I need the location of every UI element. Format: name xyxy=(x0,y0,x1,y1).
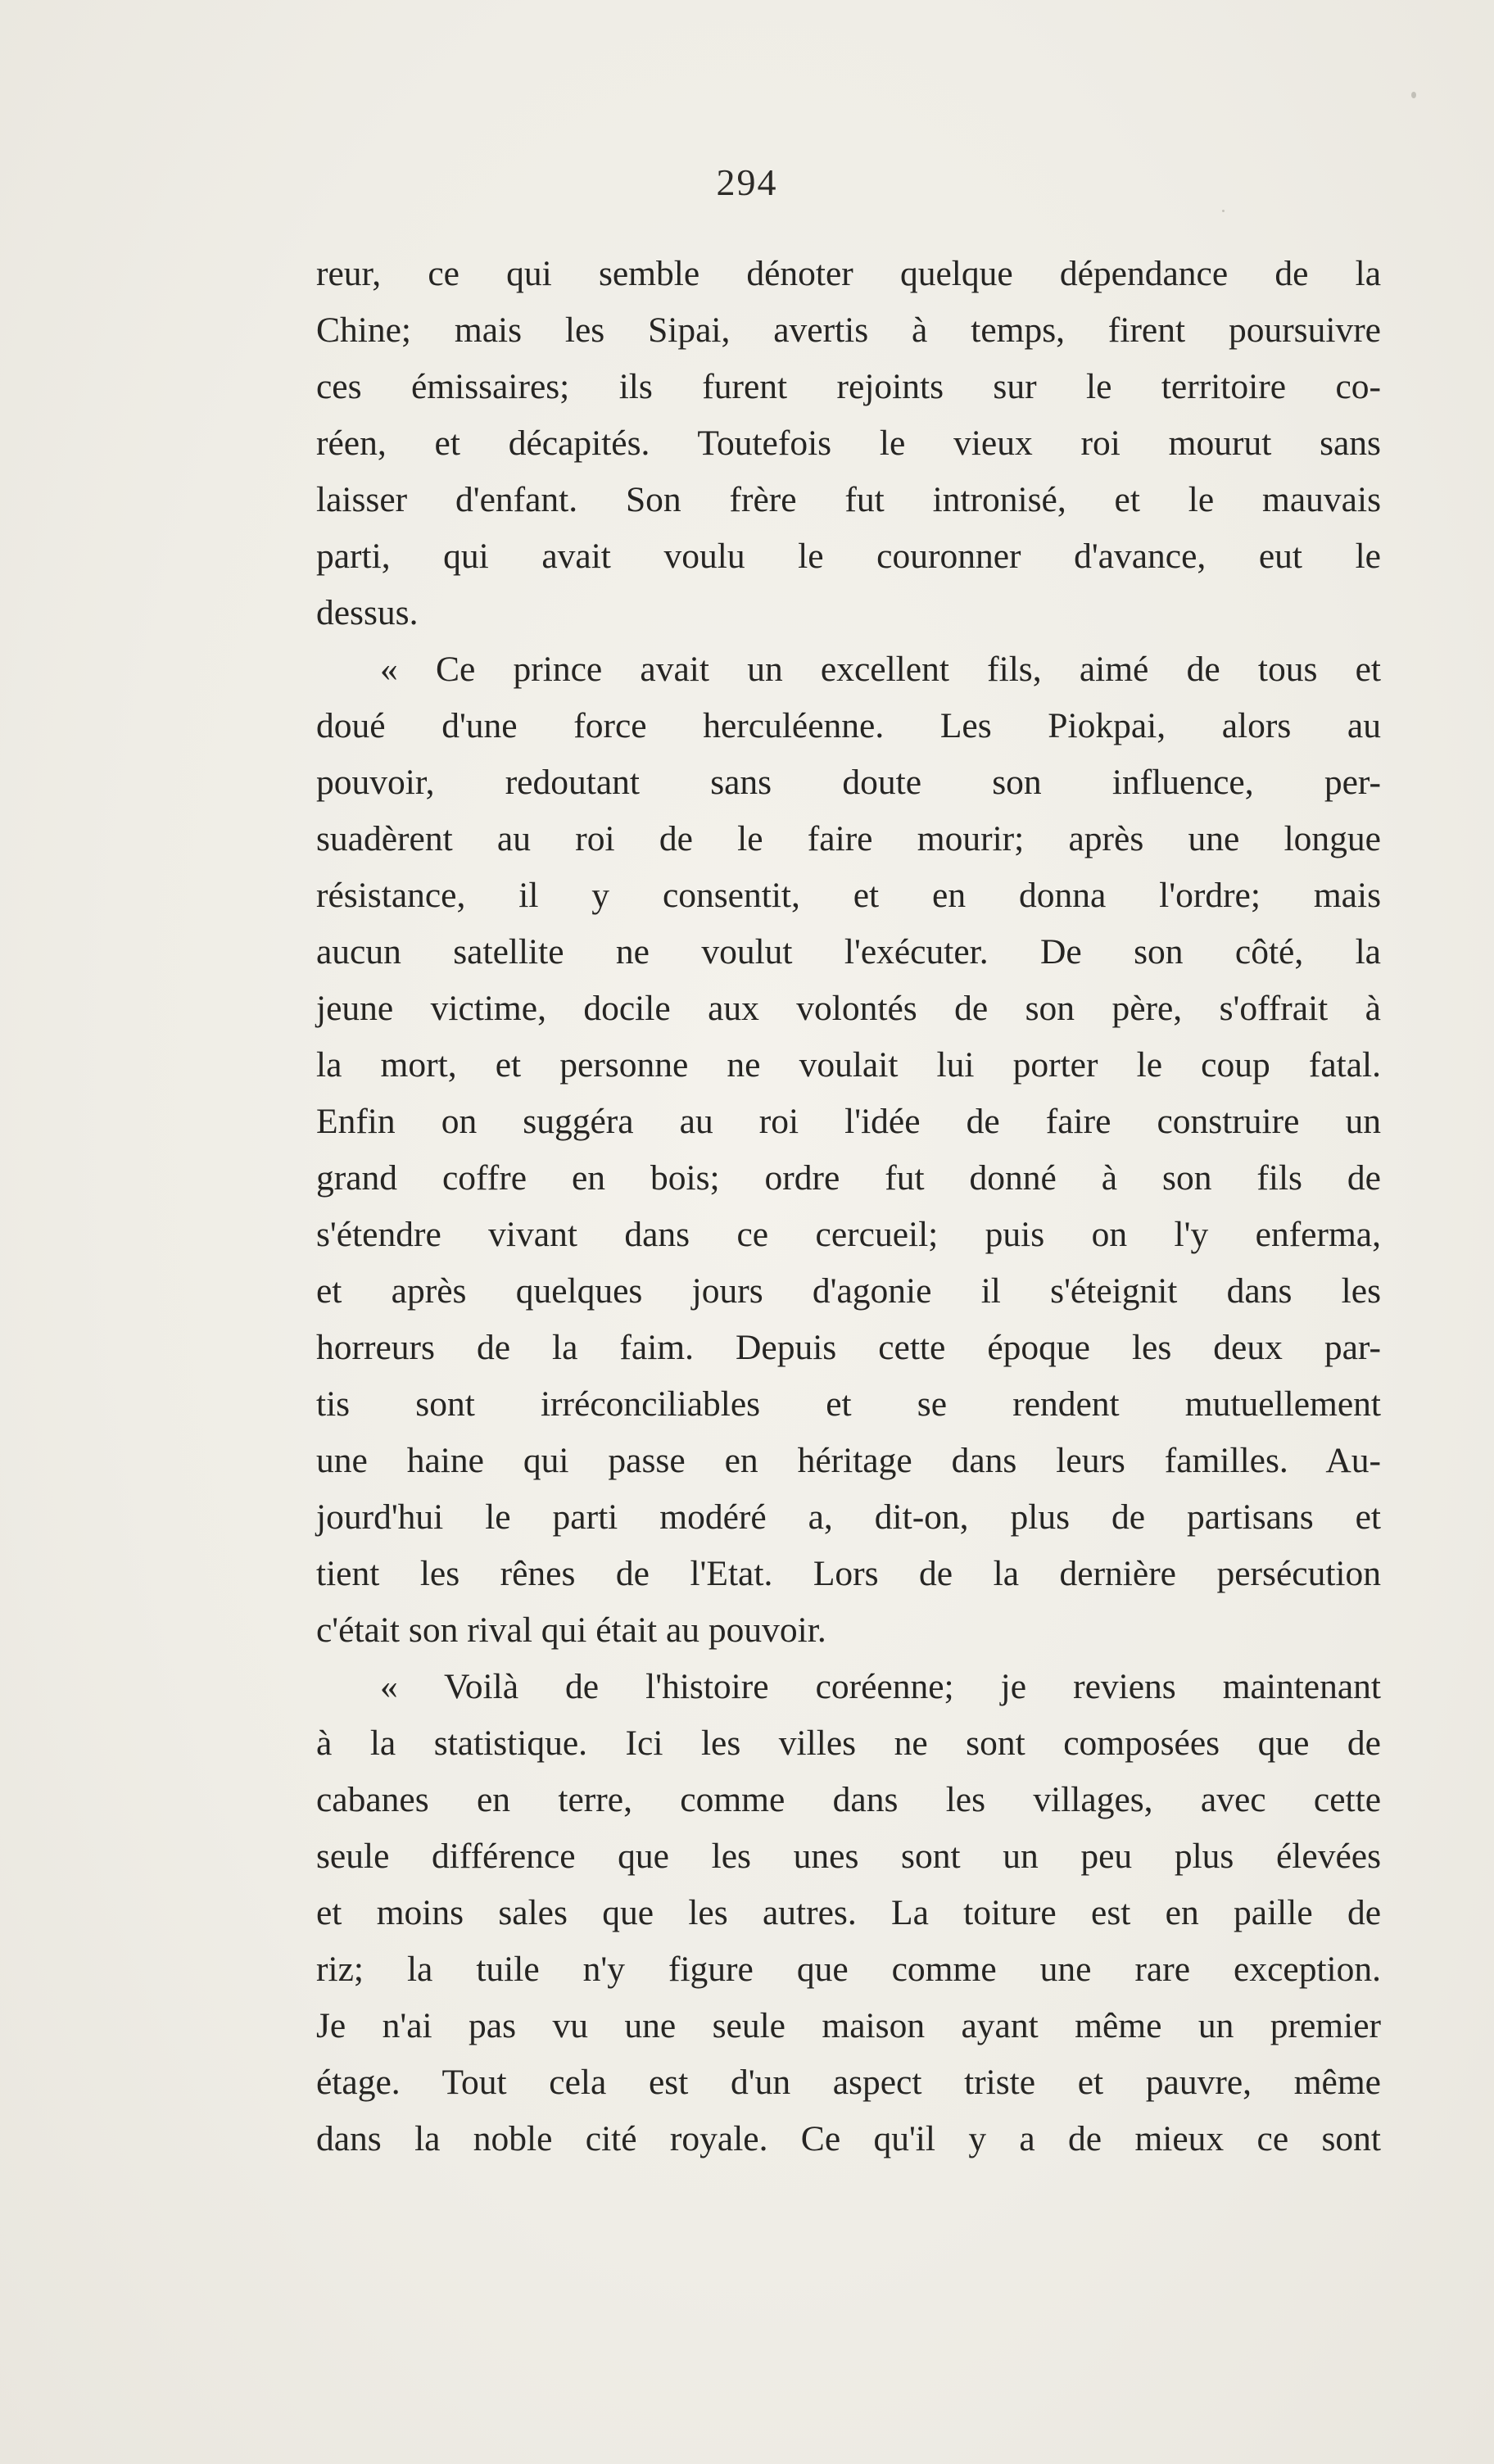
text-line: c'était son rival qui était au pouvoir. xyxy=(316,1610,826,1650)
paper-speck xyxy=(1411,92,1416,98)
text-line: tis sont irréconciliables et se rendent mutuellement xyxy=(316,1384,1381,1424)
text-line: reur, ce qui semble dénoter quelque dépendance de la xyxy=(316,254,1381,293)
text-line: Je n'ai pas vu une seule maison ayant même un premier xyxy=(316,2006,1381,2045)
text-line: grand coffre en bois; ordre fut donné à son fils de xyxy=(316,1158,1381,1198)
text-line: suadèrent au roi de le faire mourir; après une longue xyxy=(316,819,1381,858)
text-line: Enfin on suggéra au roi l'idée de faire construire un xyxy=(316,1102,1381,1141)
text-line: étage. Tout cela est d'un aspect triste et pauvre, même xyxy=(316,2063,1381,2102)
text-line: tient les rênes de l'Etat. Lors de la dernière persécution xyxy=(316,1554,1381,1593)
text-line: dans la noble cité royale. Ce qu'il y a de mieux ce sont xyxy=(316,2119,1381,2158)
text-line: doué d'une force herculéenne. Les Piokpai, alors au xyxy=(316,706,1381,745)
body-text xyxy=(316,246,1381,2167)
text-line: seule différence que les unes sont un peu plus élevées xyxy=(316,1837,1381,1876)
text-line: et après quelques jours d'agonie il s'éteignit dans les xyxy=(316,1271,1381,1311)
paragraph-start-line: « Voilà de l'histoire coréenne; je reviens maintenant xyxy=(380,1667,1381,1706)
text-line: ces émissaires; ils furent rejoints sur le territoire co- xyxy=(316,367,1381,406)
text-line: riz; la tuile n'y figure que comme une rare exception. xyxy=(316,1950,1381,1989)
text-line: pouvoir, redoutant sans doute son influence, per- xyxy=(316,763,1381,802)
text-line: aucun satellite ne voulut l'exécuter. De son côté, la xyxy=(316,932,1381,972)
text-line: jourd'hui le parti modéré a, dit-on, plus de partisans et xyxy=(316,1497,1381,1537)
page-number: 294 xyxy=(716,161,778,203)
text-line: résistance, il y consentit, et en donna l'ordre; mais xyxy=(316,876,1381,915)
text-line: et moins sales que les autres. La toiture est en paille de xyxy=(316,1893,1381,1932)
text-line: s'étendre vivant dans ce cercueil; puis on l'y enferma, xyxy=(316,1215,1381,1254)
text-line: jeune victime, docile aux volontés de son père, s'offrait à xyxy=(316,989,1381,1028)
text-line: la mort, et personne ne voulait lui porter le coup fatal. xyxy=(316,1045,1381,1085)
text-line: dessus. xyxy=(316,593,419,632)
text-line: cabanes en terre, comme dans les villages, avec cette xyxy=(316,1780,1381,1819)
text-line: à la statistique. Ici les villes ne sont composées que de xyxy=(316,1723,1381,1763)
text-line: Chine; mais les Sipai, avertis à temps, firent poursuivre xyxy=(316,310,1381,350)
text-line: parti, qui avait voulu le couronner d'avance, eut le xyxy=(316,537,1381,576)
text-line: laisser d'enfant. Son frère fut intronisé, et le mauvais xyxy=(316,480,1381,519)
text-line: réen, et décapités. Toutefois le vieux roi mourut sans xyxy=(316,424,1381,463)
text-line: une haine qui passe en héritage dans leurs familles. Au- xyxy=(316,1441,1381,1480)
paper-speck xyxy=(1222,210,1225,212)
paragraph-start-line: « Ce prince avait un excellent fils, aimé de tous et xyxy=(380,650,1381,689)
text-line: horreurs de la faim. Depuis cette époque les deux par- xyxy=(316,1328,1381,1367)
